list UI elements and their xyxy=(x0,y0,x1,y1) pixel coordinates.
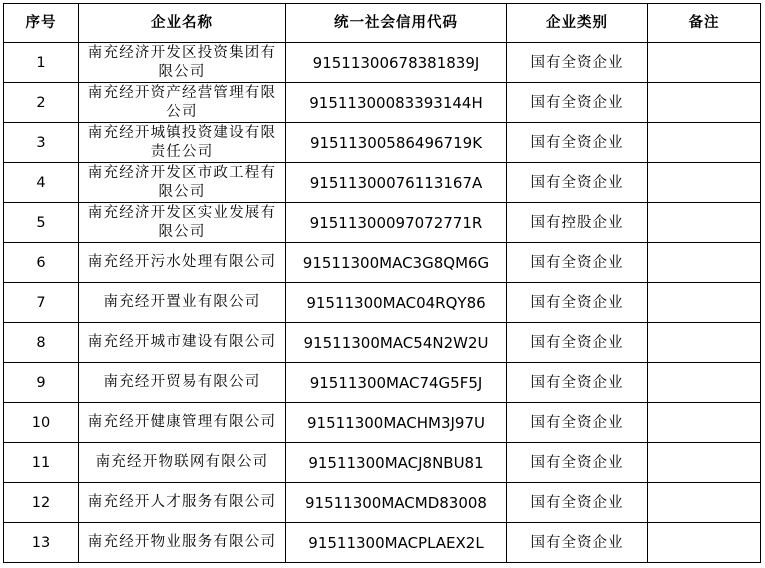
row-seq: 10 xyxy=(4,403,79,443)
header-code: 统一社会信用代码 xyxy=(286,4,507,43)
row-code: 91511300MAC74G5F5J xyxy=(286,363,507,403)
table-row xyxy=(4,203,761,243)
row-code: 91511300097072771R xyxy=(286,203,507,243)
row-code: 91511300083393144H xyxy=(286,83,507,123)
row-remark xyxy=(648,43,761,83)
row-name: 南充经开物联网有限公司 xyxy=(79,443,286,483)
row-remark xyxy=(648,363,761,403)
row-name: 南充经开资产经营管理有限公司 xyxy=(79,83,286,123)
row-category: 国有全资企业 xyxy=(507,43,648,83)
row-seq: 4 xyxy=(4,163,79,203)
row-category: 国有全资企业 xyxy=(507,323,648,363)
header-remark: 备注 xyxy=(648,4,761,43)
row-category: 国有全资企业 xyxy=(507,363,648,403)
row-category: 国有全资企业 xyxy=(507,403,648,443)
row-seq: 3 xyxy=(4,123,79,163)
table-row xyxy=(4,323,761,363)
row-seq: 9 xyxy=(4,363,79,403)
row-seq: 6 xyxy=(4,243,79,283)
table-row xyxy=(4,443,761,483)
table-row xyxy=(4,163,761,203)
row-remark xyxy=(648,483,761,523)
row-category: 国有全资企业 xyxy=(507,123,648,163)
row-name: 南充经济开发区市政工程有限公司 xyxy=(79,163,286,203)
row-seq: 2 xyxy=(4,83,79,123)
row-remark xyxy=(648,243,761,283)
row-remark xyxy=(648,403,761,443)
row-category: 国有控股企业 xyxy=(507,203,648,243)
row-seq: 11 xyxy=(4,443,79,483)
row-seq: 7 xyxy=(4,283,79,323)
row-seq: 8 xyxy=(4,323,79,363)
row-code: 91511300MACHM3J97U xyxy=(286,403,507,443)
row-code: 91511300MAC3G8QM6G xyxy=(286,243,507,283)
row-name: 南充经开健康管理有限公司 xyxy=(79,403,286,443)
enterprise-table xyxy=(3,3,761,563)
table-row xyxy=(4,43,761,83)
header-seq: 序号 xyxy=(4,4,79,43)
row-remark xyxy=(648,443,761,483)
row-code: 91511300MAC04RQY86 xyxy=(286,283,507,323)
row-code: 91511300MACPLAEX2L xyxy=(286,523,507,563)
row-seq: 13 xyxy=(4,523,79,563)
header-row xyxy=(4,4,761,43)
table-row xyxy=(4,363,761,403)
row-name: 南充经开人才服务有限公司 xyxy=(79,483,286,523)
header-name: 企业名称 xyxy=(79,4,286,43)
row-name: 南充经济开发区实业发展有限公司 xyxy=(79,203,286,243)
row-code: 91511300678381839J xyxy=(286,43,507,83)
table-row xyxy=(4,283,761,323)
table-row xyxy=(4,243,761,283)
row-remark xyxy=(648,323,761,363)
row-remark xyxy=(648,203,761,243)
row-category: 国有全资企业 xyxy=(507,243,648,283)
row-code: 91511300MAC54N2W2U xyxy=(286,323,507,363)
row-code: 91511300MACJ8NBU81 xyxy=(286,443,507,483)
row-remark xyxy=(648,283,761,323)
row-name: 南充经开城市建设有限公司 xyxy=(79,323,286,363)
table-row xyxy=(4,123,761,163)
row-category: 国有全资企业 xyxy=(507,163,648,203)
row-remark xyxy=(648,123,761,163)
table-row xyxy=(4,403,761,443)
row-remark xyxy=(648,523,761,563)
row-category: 国有全资企业 xyxy=(507,483,648,523)
row-category: 国有全资企业 xyxy=(507,523,648,563)
row-name: 南充经开物业服务有限公司 xyxy=(79,523,286,563)
row-name: 南充经开贸易有限公司 xyxy=(79,363,286,403)
row-seq: 1 xyxy=(4,43,79,83)
row-code: 91511300MACMD83008 xyxy=(286,483,507,523)
row-name: 南充经开污水处理有限公司 xyxy=(79,243,286,283)
row-code: 91511300586496719K xyxy=(286,123,507,163)
row-seq: 5 xyxy=(4,203,79,243)
row-remark xyxy=(648,83,761,123)
row-name: 南充经开置业有限公司 xyxy=(79,283,286,323)
table-row xyxy=(4,523,761,563)
table-row xyxy=(4,483,761,523)
header-category: 企业类别 xyxy=(507,4,648,43)
row-remark xyxy=(648,163,761,203)
row-seq: 12 xyxy=(4,483,79,523)
row-name: 南充经济开发区投资集团有限公司 xyxy=(79,43,286,83)
row-category: 国有全资企业 xyxy=(507,283,648,323)
row-name: 南充经开城镇投资建设有限责任公司 xyxy=(79,123,286,163)
row-code: 91511300076113167A xyxy=(286,163,507,203)
row-category: 国有全资企业 xyxy=(507,83,648,123)
row-category: 国有全资企业 xyxy=(507,443,648,483)
table-row xyxy=(4,83,761,123)
